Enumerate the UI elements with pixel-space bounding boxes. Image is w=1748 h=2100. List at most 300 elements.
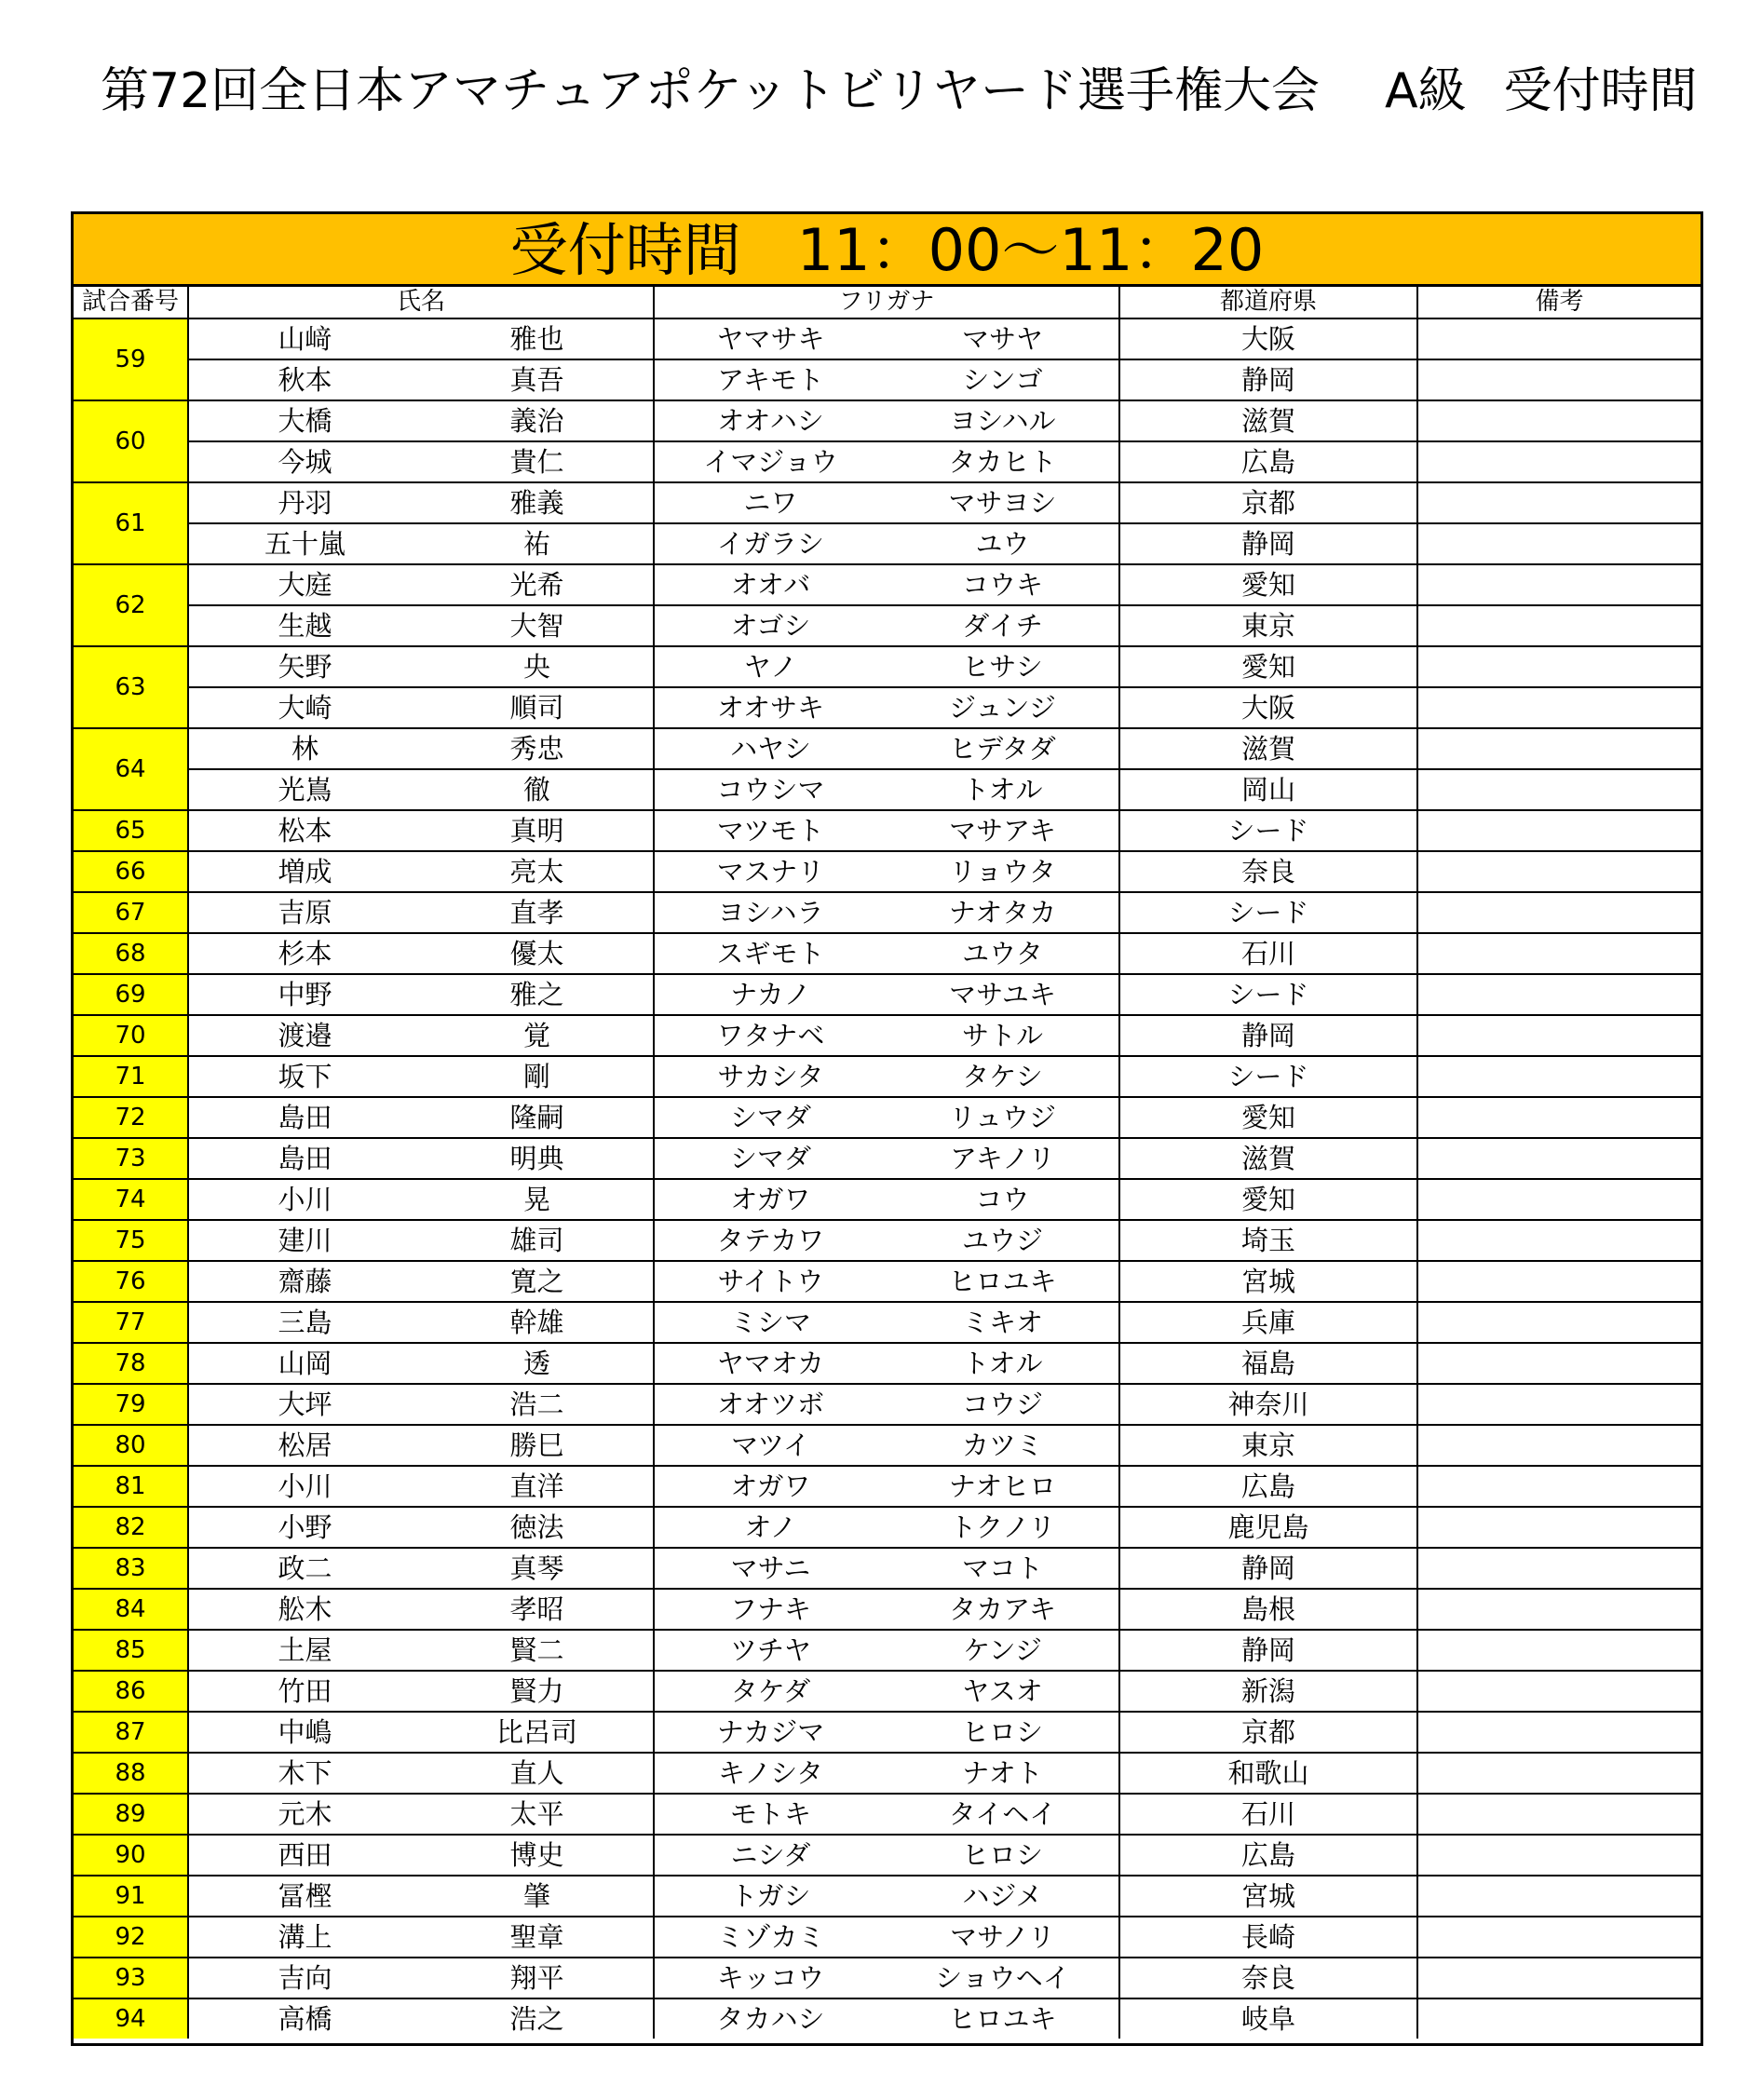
player-note — [1417, 851, 1701, 892]
player-kana-first: マサアキ — [949, 815, 1056, 847]
player-furigana — [654, 1015, 1119, 1056]
player-furigana — [654, 564, 1119, 605]
player-last-name: 山﨑 — [278, 323, 332, 355]
player-kana-first: トクノリ — [949, 1511, 1056, 1543]
table-row — [74, 1261, 1701, 1302]
player-name — [188, 1097, 654, 1138]
player-last-name: 山岡 — [278, 1348, 332, 1379]
player-first-name: 賢力 — [509, 1675, 564, 1707]
player-kana-last: サカシタ — [717, 1061, 824, 1092]
player-name — [188, 892, 654, 933]
player-prefecture: 大阪 — [1119, 687, 1417, 728]
player-prefecture: 静岡 — [1119, 1548, 1417, 1589]
player-kana-first: シンゴ — [962, 364, 1043, 396]
player-kana-first: ナオタカ — [948, 897, 1057, 928]
player-name — [188, 523, 654, 564]
table-row — [74, 933, 1701, 974]
player-name — [188, 441, 654, 482]
table-row — [74, 1425, 1701, 1466]
table-row — [74, 1056, 1701, 1097]
player-furigana — [654, 687, 1119, 728]
player-furigana — [654, 1917, 1119, 1958]
player-name — [188, 359, 654, 400]
player-prefecture: シード — [1119, 810, 1417, 851]
table-row — [74, 1876, 1701, 1917]
player-first-name: 比呂司 — [495, 1716, 577, 1748]
player-name — [188, 1630, 654, 1671]
player-kana-last: ミシマ — [729, 1307, 811, 1338]
player-prefecture: 福島 — [1119, 1343, 1417, 1384]
player-note — [1417, 933, 1701, 974]
match-number: 66 — [74, 851, 188, 892]
player-prefecture: 東京 — [1119, 1425, 1417, 1466]
player-name — [188, 933, 654, 974]
player-kana-first: ケンジ — [963, 1634, 1042, 1666]
player-first-name: 真琴 — [509, 1552, 564, 1584]
player-prefecture: 滋賀 — [1119, 1138, 1417, 1179]
table-row — [74, 769, 1701, 810]
player-name — [188, 1753, 654, 1794]
table-row — [74, 1179, 1701, 1220]
table-row — [74, 359, 1701, 400]
player-furigana — [654, 851, 1119, 892]
player-kana-first: コウ — [975, 1184, 1030, 1215]
player-kana-first: ヨシハル — [949, 405, 1056, 437]
player-name — [188, 1015, 654, 1056]
player-furigana — [654, 359, 1119, 400]
player-kana-first: コウキ — [961, 569, 1043, 601]
player-first-name: 義治 — [509, 405, 564, 437]
player-first-name: 大智 — [509, 610, 564, 642]
player-prefecture: 京都 — [1119, 482, 1417, 523]
player-last-name: 高橋 — [278, 2003, 332, 2035]
player-kana-last: シマダ — [729, 1143, 811, 1174]
player-first-name: 浩之 — [509, 2003, 564, 2035]
player-last-name: 大庭 — [278, 569, 332, 601]
player-last-name: 島田 — [278, 1143, 332, 1174]
player-kana-last: ナカジマ — [716, 1716, 825, 1748]
match-number: 88 — [74, 1753, 188, 1794]
player-kana-last: オノ — [744, 1511, 797, 1543]
table-row — [74, 892, 1701, 933]
player-note — [1417, 1179, 1701, 1220]
player-name — [188, 400, 654, 441]
player-last-name: 松居 — [278, 1429, 332, 1461]
table-row — [74, 400, 1701, 441]
player-furigana — [654, 1384, 1119, 1425]
match-number: 67 — [74, 892, 188, 933]
player-kana-first: トオル — [962, 774, 1043, 806]
player-kana-first: タイヘイ — [948, 1798, 1057, 1830]
player-prefecture: 奈良 — [1119, 1958, 1417, 1998]
player-furigana — [654, 1630, 1119, 1671]
player-prefecture: 愛知 — [1119, 564, 1417, 605]
player-prefecture: 愛知 — [1119, 646, 1417, 687]
player-last-name: 林 — [291, 733, 318, 765]
player-first-name: 亮太 — [509, 856, 564, 887]
player-kana-first: ヒロシ — [961, 1839, 1043, 1871]
player-first-name: 徹 — [522, 774, 550, 806]
player-kana-first: ヒロシ — [961, 1716, 1043, 1748]
player-furigana — [654, 482, 1119, 523]
player-note — [1417, 1958, 1701, 1998]
player-name — [188, 1548, 654, 1589]
player-prefecture: 静岡 — [1119, 1015, 1417, 1056]
player-note — [1417, 318, 1701, 359]
player-kana-first: マサヤ — [961, 323, 1043, 355]
player-last-name: 元木 — [278, 1798, 332, 1830]
table-row — [74, 974, 1701, 1015]
table-row — [74, 1097, 1701, 1138]
time-banner — [74, 214, 1701, 287]
player-furigana — [654, 1343, 1119, 1384]
player-note — [1417, 1056, 1701, 1097]
player-furigana — [654, 1261, 1119, 1302]
player-last-name: 秋本 — [278, 364, 332, 396]
player-prefecture: 広島 — [1119, 1466, 1417, 1507]
player-furigana — [654, 1179, 1119, 1220]
player-kana-first: マサノリ — [950, 1921, 1055, 1953]
player-name — [188, 1466, 654, 1507]
match-number: 77 — [74, 1302, 188, 1343]
player-prefecture: 宮城 — [1119, 1261, 1417, 1302]
player-prefecture: 和歌山 — [1119, 1753, 1417, 1794]
player-kana-first: ヒサシ — [962, 651, 1043, 683]
player-kana-first: ヤスオ — [962, 1675, 1043, 1707]
player-kana-last: オオサキ — [716, 692, 825, 724]
header-row — [74, 287, 1701, 318]
player-furigana — [654, 1998, 1119, 2039]
player-kana-last: オガワ — [730, 1184, 811, 1215]
player-kana-first: ユウタ — [962, 938, 1043, 969]
match-number: 90 — [74, 1835, 188, 1876]
player-kana-last: ツチヤ — [729, 1634, 811, 1666]
match-number: 62 — [74, 564, 188, 646]
player-prefecture: 長崎 — [1119, 1917, 1417, 1958]
player-prefecture: 広島 — [1119, 441, 1417, 482]
player-furigana — [654, 1671, 1119, 1712]
table-row — [74, 1958, 1701, 1998]
table-row — [74, 1015, 1701, 1056]
player-kana-first: アキノリ — [949, 1143, 1056, 1174]
player-first-name: 雅也 — [509, 323, 564, 355]
title-label: 受付時間 — [1503, 63, 1698, 119]
table-row — [74, 1220, 1701, 1261]
player-kana-first: ナオト — [962, 1757, 1043, 1789]
player-furigana — [654, 1220, 1119, 1261]
player-last-name: 坂下 — [278, 1061, 332, 1092]
player-kana-last: ワタナベ — [716, 1020, 825, 1051]
player-kana-first: ヒロユキ — [948, 2003, 1057, 2035]
title-class: A級 — [1384, 63, 1467, 119]
player-first-name: 晃 — [522, 1184, 550, 1215]
match-number: 92 — [74, 1917, 188, 1958]
player-name — [188, 974, 654, 1015]
player-name — [188, 769, 654, 810]
player-kana-last: シマダ — [729, 1102, 811, 1133]
player-first-name: 剛 — [522, 1061, 550, 1092]
match-number: 89 — [74, 1794, 188, 1835]
player-first-name: 光希 — [509, 569, 564, 601]
player-note — [1417, 1917, 1701, 1958]
player-last-name: 渡邉 — [278, 1020, 332, 1051]
player-last-name: 五十嵐 — [264, 528, 346, 560]
match-number: 74 — [74, 1179, 188, 1220]
player-kana-last: モトキ — [729, 1798, 811, 1830]
player-name — [188, 810, 654, 851]
player-kana-first: ミキオ — [961, 1307, 1043, 1338]
player-name — [188, 1384, 654, 1425]
player-prefecture: 愛知 — [1119, 1179, 1417, 1220]
player-furigana — [654, 1589, 1119, 1630]
player-first-name: 寛之 — [509, 1266, 564, 1297]
player-furigana — [654, 1712, 1119, 1753]
player-last-name: 大崎 — [278, 692, 332, 724]
player-kana-first: ナオヒロ — [948, 1470, 1057, 1502]
player-kana-last: タカハシ — [716, 2003, 825, 2035]
match-number: 84 — [74, 1589, 188, 1630]
player-name — [188, 687, 654, 728]
table-row — [74, 1671, 1701, 1712]
player-name — [188, 1958, 654, 1998]
player-prefecture: 滋賀 — [1119, 400, 1417, 441]
player-kana-first: カツミ — [961, 1429, 1043, 1461]
player-prefecture: 静岡 — [1119, 523, 1417, 564]
match-number: 87 — [74, 1712, 188, 1753]
player-first-name: 順司 — [509, 692, 564, 724]
player-kana-last: キノシタ — [717, 1757, 824, 1789]
player-kana-first: マサヨシ — [948, 487, 1057, 519]
player-last-name: 建川 — [278, 1225, 332, 1256]
player-kana-last: マツイ — [731, 1429, 810, 1461]
player-name — [188, 1220, 654, 1261]
player-first-name: 祐 — [522, 528, 550, 560]
player-name — [188, 1302, 654, 1343]
player-note — [1417, 1630, 1701, 1671]
player-furigana — [654, 441, 1119, 482]
player-note — [1417, 1015, 1701, 1056]
table-row — [74, 441, 1701, 482]
table-row — [74, 728, 1701, 769]
player-prefecture: シード — [1119, 892, 1417, 933]
player-furigana — [654, 1876, 1119, 1917]
player-note — [1417, 1302, 1701, 1343]
player-first-name: 徳法 — [509, 1511, 564, 1543]
match-number: 79 — [74, 1384, 188, 1425]
player-first-name: 優太 — [509, 938, 564, 969]
match-number: 70 — [74, 1015, 188, 1056]
match-number: 59 — [74, 318, 188, 400]
player-furigana — [654, 1097, 1119, 1138]
table-row — [74, 523, 1701, 564]
player-name — [188, 605, 654, 646]
player-furigana — [654, 1507, 1119, 1548]
player-furigana — [654, 646, 1119, 687]
document-title — [101, 54, 1698, 129]
player-first-name: 勝巳 — [509, 1429, 564, 1461]
player-note — [1417, 769, 1701, 810]
player-first-name: 肇 — [522, 1880, 550, 1912]
table-row — [74, 1794, 1701, 1835]
table-row — [74, 1917, 1701, 1958]
player-name — [188, 1712, 654, 1753]
player-kana-last: ヤノ — [743, 651, 798, 683]
player-name — [188, 564, 654, 605]
player-prefecture: 静岡 — [1119, 1630, 1417, 1671]
player-first-name: 翔平 — [509, 1962, 564, 1994]
player-last-name: 吉向 — [278, 1962, 332, 1994]
table-row — [74, 1466, 1701, 1507]
player-name — [188, 1343, 654, 1384]
player-last-name: 吉原 — [278, 897, 332, 928]
table-row — [74, 318, 1701, 359]
player-prefecture: 広島 — [1119, 1835, 1417, 1876]
player-prefecture: 静岡 — [1119, 359, 1417, 400]
player-note — [1417, 1507, 1701, 1548]
player-kana-first: コウジ — [961, 1389, 1043, 1420]
player-first-name: 真明 — [509, 815, 564, 847]
player-name — [188, 318, 654, 359]
player-first-name: 貴仁 — [509, 446, 564, 478]
player-kana-last: ニワ — [743, 487, 798, 519]
table-row — [74, 646, 1701, 687]
table-row — [74, 1343, 1701, 1384]
player-note — [1417, 974, 1701, 1015]
header-match-number: 試合番号 — [74, 287, 188, 318]
match-number: 63 — [74, 646, 188, 728]
player-prefecture: シード — [1119, 974, 1417, 1015]
player-furigana — [654, 1302, 1119, 1343]
match-number: 94 — [74, 1998, 188, 2039]
player-furigana — [654, 318, 1119, 359]
player-note — [1417, 1261, 1701, 1302]
player-furigana — [654, 1835, 1119, 1876]
match-number: 83 — [74, 1548, 188, 1589]
player-note — [1417, 1220, 1701, 1261]
player-note — [1417, 1138, 1701, 1179]
player-note — [1417, 1998, 1701, 2039]
player-name — [188, 1261, 654, 1302]
table-row — [74, 1384, 1701, 1425]
match-number: 65 — [74, 810, 188, 851]
table-row — [74, 1630, 1701, 1671]
player-note — [1417, 441, 1701, 482]
player-kana-last: マサニ — [730, 1552, 811, 1584]
player-last-name: 大坪 — [278, 1389, 332, 1420]
player-prefecture: 大阪 — [1119, 318, 1417, 359]
player-prefecture: 宮城 — [1119, 1876, 1417, 1917]
match-number: 64 — [74, 728, 188, 810]
player-last-name: 島田 — [278, 1102, 332, 1133]
header-name: 氏名 — [188, 287, 654, 318]
player-note — [1417, 400, 1701, 441]
player-last-name: 松本 — [278, 815, 332, 847]
player-furigana — [654, 523, 1119, 564]
player-kana-last: ヤマオカ — [716, 1348, 825, 1379]
table-row — [74, 605, 1701, 646]
player-furigana — [654, 933, 1119, 974]
player-furigana — [654, 769, 1119, 810]
player-furigana — [654, 974, 1119, 1015]
player-last-name: 小川 — [278, 1470, 332, 1502]
player-last-name: 竹田 — [278, 1675, 332, 1707]
player-first-name: 博史 — [509, 1839, 564, 1871]
player-kana-first: ユウジ — [961, 1225, 1043, 1256]
match-number: 85 — [74, 1630, 188, 1671]
player-kana-last: タテカワ — [716, 1225, 825, 1256]
player-note — [1417, 728, 1701, 769]
match-number: 78 — [74, 1343, 188, 1384]
title-main: 第72回全日本アマチュアポケットビリヤード選手権大会 — [101, 63, 1320, 119]
player-kana-first: リョウタ — [949, 856, 1056, 887]
player-last-name: 溝上 — [278, 1921, 332, 1953]
header-notes: 備考 — [1417, 287, 1701, 318]
player-name — [188, 1998, 654, 2039]
player-name — [188, 1671, 654, 1712]
player-kana-last: オゴシ — [730, 610, 811, 642]
player-prefecture: 鹿児島 — [1119, 1507, 1417, 1548]
player-prefecture: 島根 — [1119, 1589, 1417, 1630]
player-prefecture: 埼玉 — [1119, 1220, 1417, 1261]
player-prefecture: 岐阜 — [1119, 1998, 1417, 2039]
player-kana-first: マコト — [961, 1552, 1043, 1584]
player-kana-first: トオル — [962, 1348, 1043, 1379]
player-kana-last: オオツボ — [716, 1389, 825, 1420]
player-last-name: 今城 — [278, 446, 332, 478]
player-name — [188, 1056, 654, 1097]
player-last-name: 小川 — [278, 1184, 332, 1215]
player-first-name: 直洋 — [509, 1470, 564, 1502]
table-row — [74, 1712, 1701, 1753]
table-row — [74, 1835, 1701, 1876]
match-number: 75 — [74, 1220, 188, 1261]
player-kana-last: マツモト — [716, 815, 825, 847]
player-kana-last: ニシダ — [730, 1839, 811, 1871]
player-furigana — [654, 1138, 1119, 1179]
match-number: 76 — [74, 1261, 188, 1302]
table-row — [74, 1302, 1701, 1343]
table-row — [74, 1138, 1701, 1179]
player-name — [188, 1794, 654, 1835]
player-last-name: 齋藤 — [278, 1266, 332, 1297]
player-kana-first: タカアキ — [949, 1593, 1056, 1625]
player-prefecture: 石川 — [1119, 933, 1417, 974]
player-kana-last: トガシ — [730, 1880, 811, 1912]
player-note — [1417, 1097, 1701, 1138]
player-kana-last: イガラシ — [716, 528, 825, 560]
player-note — [1417, 1835, 1701, 1876]
player-kana-first: タカヒト — [948, 446, 1057, 478]
table-row — [74, 1589, 1701, 1630]
table-row — [74, 1998, 1701, 2039]
player-kana-last: オオバ — [730, 569, 811, 601]
player-prefecture: 新潟 — [1119, 1671, 1417, 1712]
player-prefecture: 岡山 — [1119, 769, 1417, 810]
player-note — [1417, 564, 1701, 605]
player-kana-first: ショウヘイ — [935, 1962, 1070, 1994]
player-first-name: 雅義 — [509, 487, 564, 519]
player-name — [188, 1876, 654, 1917]
player-name — [188, 1589, 654, 1630]
player-kana-first: ユウ — [975, 528, 1030, 560]
player-kana-last: スギモト — [716, 938, 825, 969]
player-first-name: 明典 — [509, 1143, 564, 1174]
player-kana-first: ヒロユキ — [948, 1266, 1057, 1297]
player-first-name: 真吾 — [509, 364, 564, 396]
player-last-name: 三島 — [278, 1307, 332, 1338]
player-note — [1417, 646, 1701, 687]
player-note — [1417, 359, 1701, 400]
